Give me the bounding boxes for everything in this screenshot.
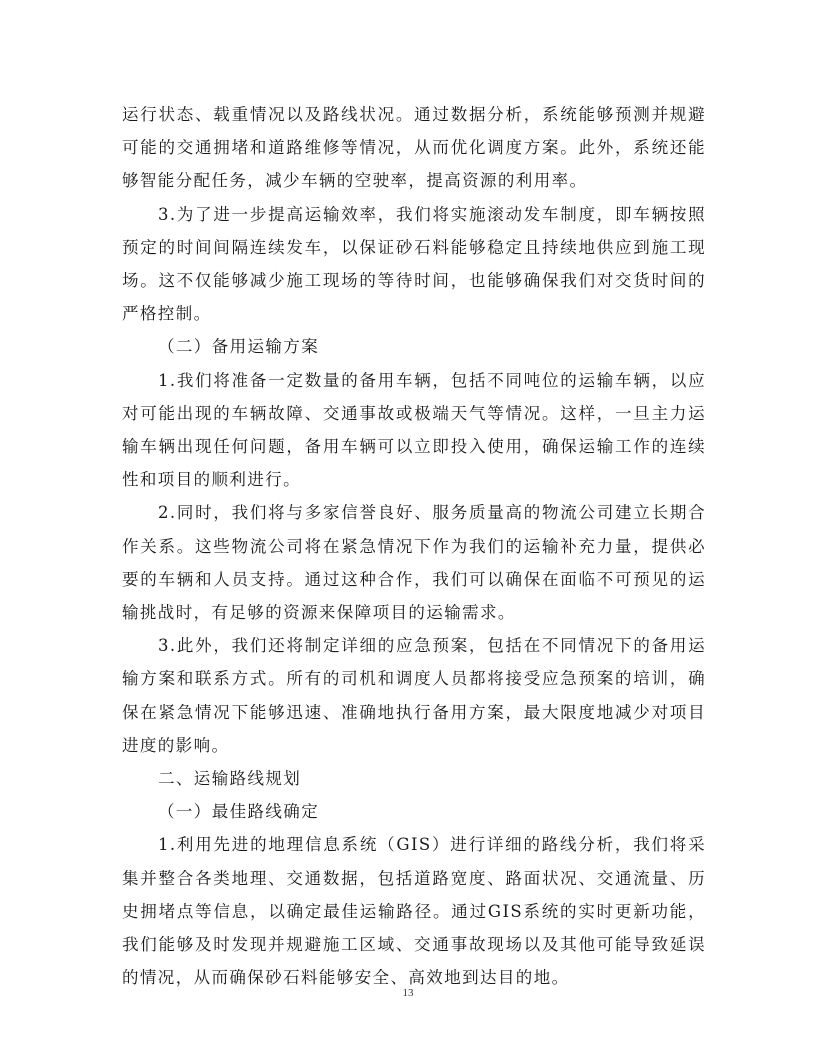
chapter-heading-route-planning: 二、运输路线规划	[158, 769, 302, 789]
paragraph-dispatch-system: 运行状态、载重情况以及路线状况。通过数据分析，系统能够预测并规避可能的交通拥堵和道路维修等情况，从而优化调度方案。此外，系统还能够智能分配任务，减少车辆的空驶率，提高资源的利用率。	[122, 105, 706, 191]
page-number: 13	[402, 987, 414, 999]
paragraph-backup-vehicles: 1.我们将准备一定数量的备用车辆，包括不同吨位的运输车辆，以应对可能出现的车辆故障、交通事故或极端天气等情况。这样，一旦主力运输车辆出现任何问题，备用车辆可以立即投入使用，确保运输工作的连续性和项目的顺利进行。	[122, 370, 706, 490]
section-heading-best-route: （一）最佳路线确定	[158, 802, 320, 822]
document-body	[122, 98, 706, 994]
paragraph-gis-analysis: 1.利用先进的地理信息系统（GIS）进行详细的路线分析，我们将采集并整合各类地理、交通数据，包括道路宽度、路面状况、交通流量、历史拥堵点等信息，以确定最佳运输路径。通过GIS系统的实时更新功能，我们能够及时发现并规避施工区域、交通事故现场以及其他可能导致延误的情况，从而确保砂石料能够安全、高效地到达目的地。	[122, 835, 706, 988]
section-heading-backup-plan: （二）备用运输方案	[158, 337, 320, 357]
paragraph-rolling-dispatch: 3.为了进一步提高运输效率，我们将实施滚动发车制度，即车辆按照预定的时间间隔连续发车，以保证砂石料能够稳定且持续地供应到施工现场。这不仅能够减少施工现场的等待时间，也能够确保我们对交货时间的严格控制。	[122, 204, 706, 324]
paragraph-logistics-partners: 2.同时，我们将与多家信誉良好、服务质量高的物流公司建立长期合作关系。这些物流公司将在紧急情况下作为我们的运输补充力量，提供必要的车辆和人员支持。通过这种合作，我们可以确保在面临不可预见的运输挑战时，有足够的资源来保障项目的运输需求。	[122, 503, 706, 623]
paragraph-emergency-plan: 3.此外，我们还将制定详细的应急预案，包括在不同情况下的备用运输方案和联系方式。所有的司机和调度人员都将接受应急预案的培训，确保在紧急情况下能够迅速、准确地执行备用方案，最大限度地减少对项目进度的影响。	[122, 636, 706, 755]
